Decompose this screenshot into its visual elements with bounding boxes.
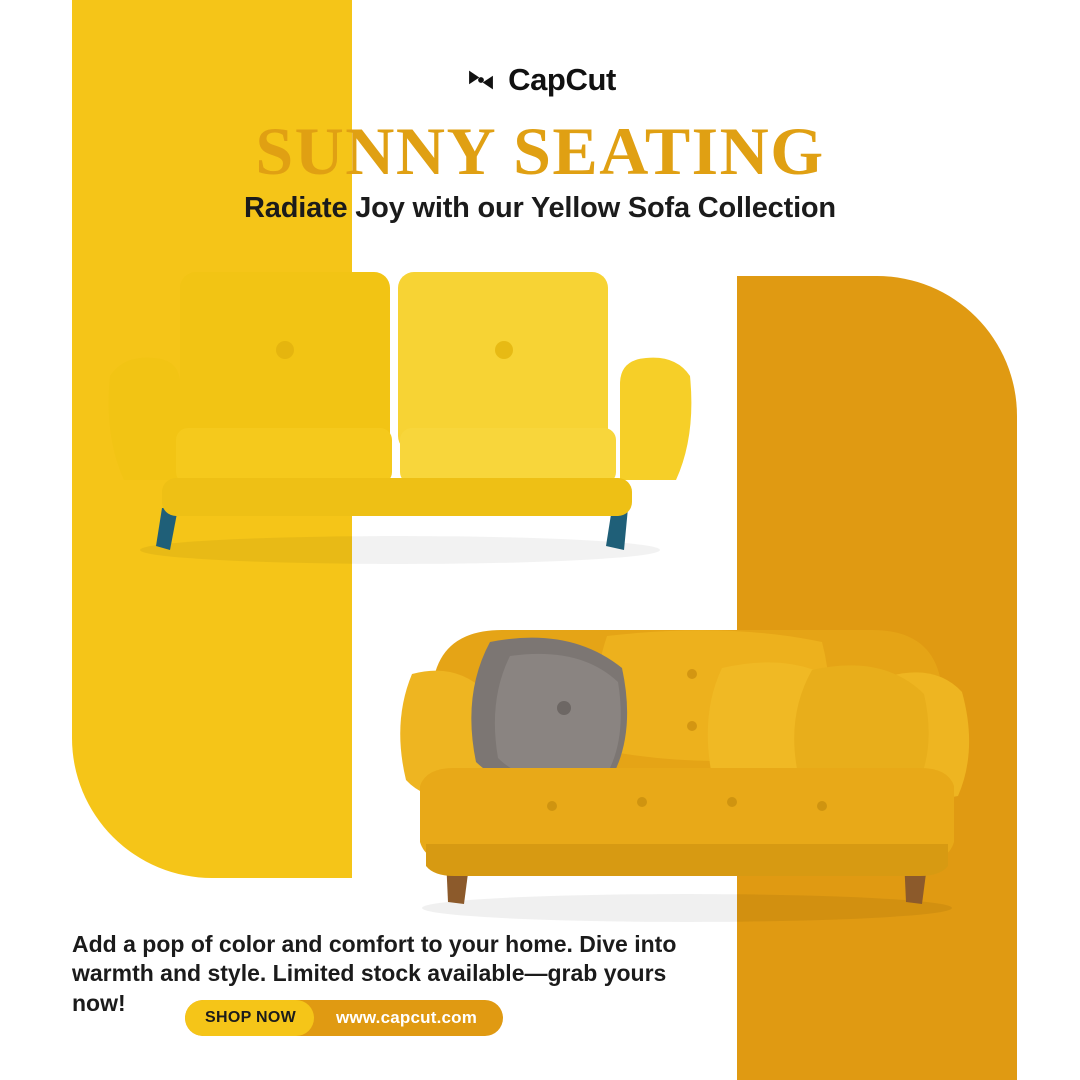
page-subtitle: Radiate Joy with our Yellow Sofa Collection <box>244 192 836 224</box>
cta-bar[interactable] <box>185 1000 503 1036</box>
page-title: SUNNY SEATING <box>255 113 825 189</box>
body-copy: Add a pop of color and comfort to your home. Dive into warmth and style. Limited stock available—grab yours now! <box>72 931 677 1016</box>
brand-lockup <box>0 62 1080 98</box>
capcut-logo-icon <box>464 63 498 97</box>
website-url-label[interactable]: www.capcut.com <box>336 1008 478 1027</box>
shop-now-button[interactable]: SHOP NOW <box>185 1000 314 1036</box>
yellow-sofa-illustration <box>100 258 700 568</box>
yellow-velvet-sofa-photo <box>392 596 982 926</box>
brand-name: CapCut <box>508 62 616 97</box>
